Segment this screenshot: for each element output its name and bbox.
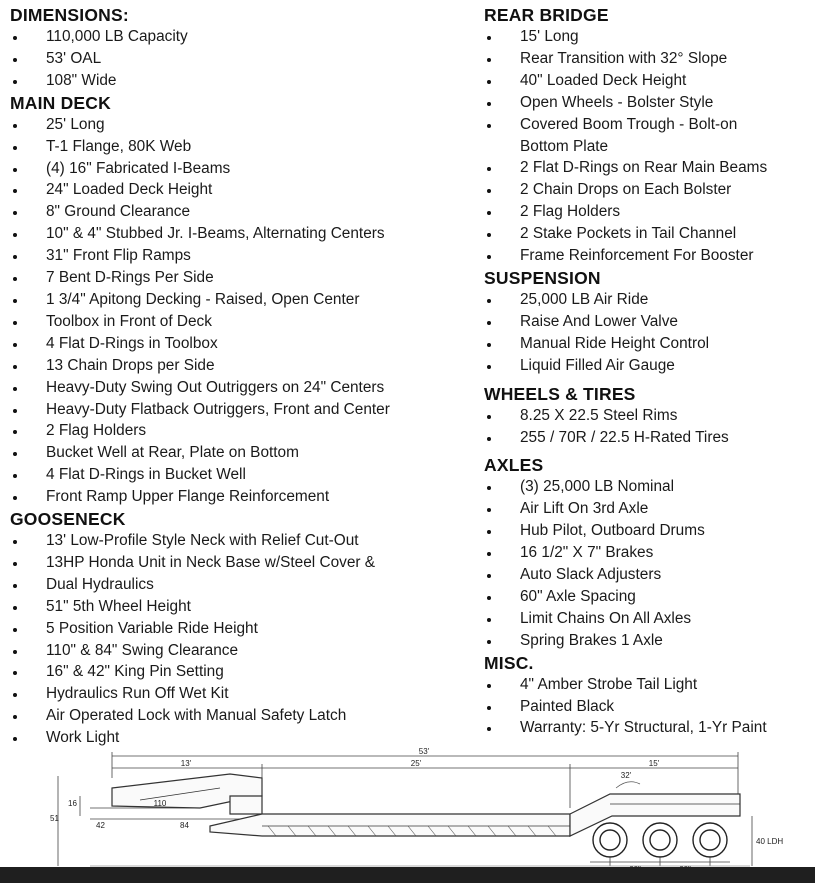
list-item: (3) 25,000 LB Nominal bbox=[484, 476, 815, 498]
list-item: 2 Chain Drops on Each Bolster bbox=[484, 179, 815, 201]
misc-list bbox=[484, 674, 815, 740]
swing-84-label: 84 bbox=[180, 821, 189, 830]
trailer-diagram bbox=[50, 747, 784, 873]
list-item: Heavy-Duty Flatback Outriggers, Front and Center bbox=[10, 399, 470, 421]
list-item: Raise And Lower Valve bbox=[484, 311, 815, 333]
list-item: 53' OAL bbox=[10, 48, 470, 70]
list-item: 4 Flat D-Rings in Toolbox bbox=[10, 333, 470, 355]
list-item: 16" & 42" King Pin Setting bbox=[10, 661, 470, 683]
loaded-deck-height-label: 40 LDH bbox=[756, 837, 784, 846]
footer-bar bbox=[0, 867, 815, 883]
list-item: 31" Front Flip Ramps bbox=[10, 245, 470, 267]
list-item: Limit Chains On All Axles bbox=[484, 608, 815, 630]
list-item: Painted Black bbox=[484, 696, 815, 718]
list-item: 8.25 X 22.5 Steel Rims bbox=[484, 405, 815, 427]
list-item: Heavy-Duty Swing Out Outriggers on 24" Centers bbox=[10, 377, 470, 399]
wheel-hub bbox=[700, 830, 720, 850]
list-item: 40" Loaded Deck Height bbox=[484, 70, 815, 92]
list-item: 60" Axle Spacing bbox=[484, 586, 815, 608]
list-item: Bottom Plate bbox=[520, 137, 609, 155]
list-item: Rear Transition with 32° Slope bbox=[484, 48, 815, 70]
wheels bbox=[593, 823, 727, 857]
rear-bridge-heading: REAR BRIDGE bbox=[484, 5, 609, 25]
list-item: Open Wheels - Bolster Style bbox=[484, 92, 815, 114]
list-item: 25,000 LB Air Ride bbox=[484, 289, 815, 311]
dimensions-heading: DIMENSIONS: bbox=[10, 5, 129, 25]
slope-label: 32' bbox=[620, 771, 632, 780]
misc-heading: MISC. bbox=[484, 652, 534, 673]
list-item: 7 Bent D-Rings Per Side bbox=[10, 267, 470, 289]
list-item: Liquid Filled Air Gauge bbox=[484, 355, 815, 377]
list-item: Hub Pilot, Outboard Drums bbox=[484, 520, 815, 542]
list-item: 51" 5th Wheel Height bbox=[10, 596, 470, 618]
suspension-heading: SUSPENSION bbox=[484, 267, 601, 288]
list-item: 255 / 70R / 22.5 H-Rated Tires bbox=[484, 427, 815, 449]
list-item: 13HP Honda Unit in Neck Base w/Steel Cover & bbox=[10, 552, 470, 574]
list-item: 1 3/4" Apitong Decking - Raised, Open Center bbox=[10, 289, 470, 311]
list-item: 13 Chain Drops per Side bbox=[10, 355, 470, 377]
dimensions-list bbox=[10, 26, 470, 92]
wheels-tires-list bbox=[484, 405, 815, 449]
axles-heading: AXLES bbox=[484, 455, 544, 476]
list-item: T-1 Flange, 80K Web bbox=[10, 136, 470, 158]
list-item: 13' Low-Profile Style Neck with Relief Cut-Out bbox=[10, 530, 470, 552]
list-item: Auto Slack Adjusters bbox=[484, 564, 815, 586]
bridge-length-label: 15' bbox=[648, 759, 660, 768]
list-item: 10" & 4" Stubbed Jr. I-Beams, Alternating Centers bbox=[10, 223, 470, 245]
list-item: Manual Ride Height Control bbox=[484, 333, 815, 355]
list-item: Hydraulics Run Off Wet Kit bbox=[10, 683, 470, 705]
left-column bbox=[10, 4, 470, 749]
main-deck-shape bbox=[210, 814, 570, 836]
list-item: Toolbox in Front of Deck bbox=[10, 311, 470, 333]
wheel-hub bbox=[600, 830, 620, 850]
kingpin-label: 16 bbox=[68, 799, 77, 808]
list-item: 4 Flat D-Rings in Bucket Well bbox=[10, 464, 470, 486]
wheel-hub bbox=[650, 830, 670, 850]
list-item: 25' Long bbox=[10, 114, 470, 136]
list-item: 8" Ground Clearance bbox=[10, 201, 470, 223]
list-item: 2 Flat D-Rings on Rear Main Beams bbox=[484, 157, 815, 179]
list-item: 16 1/2" X 7" Brakes bbox=[484, 542, 815, 564]
list-item: Frame Reinforcement For Booster bbox=[484, 245, 815, 267]
wheels-tires-heading: WHEELS & TIRES bbox=[484, 383, 636, 404]
list-item: 2 Flag Holders bbox=[484, 201, 815, 223]
right-column bbox=[484, 4, 815, 739]
slope-arc bbox=[616, 782, 640, 788]
overall-length-label: 53' bbox=[418, 747, 430, 756]
list-item: 2 Flag Holders bbox=[10, 420, 470, 442]
list-item: Work Light bbox=[10, 727, 470, 749]
list-item: 15' Long bbox=[484, 26, 815, 48]
list-item: Air Lift On 3rd Axle bbox=[484, 498, 815, 520]
list-item: 24" Loaded Deck Height bbox=[10, 179, 470, 201]
list-item: Dual Hydraulics bbox=[10, 574, 470, 596]
deck-length-label: 25' bbox=[410, 759, 422, 768]
rear-bridge-list bbox=[484, 26, 815, 267]
list-item: Front Ramp Upper Flange Reinforcement bbox=[10, 486, 470, 508]
gooseneck-heading: GOOSENECK bbox=[10, 509, 126, 530]
axles-list bbox=[484, 476, 815, 651]
list-item: 2 Stake Pockets in Tail Channel bbox=[484, 223, 815, 245]
list-item: 4" Amber Strobe Tail Light bbox=[484, 674, 815, 696]
swing-110-label: 110 bbox=[153, 799, 167, 808]
list-item: 108" Wide bbox=[10, 70, 470, 92]
list-item: 110" & 84" Swing Clearance bbox=[10, 640, 470, 662]
gooseneck-list bbox=[10, 530, 470, 749]
list-item: Air Operated Lock with Manual Safety Latch bbox=[10, 705, 470, 727]
list-item: Covered Boom Trough - Bolt-on bbox=[484, 114, 815, 136]
fifth-wheel-height-label: 51 bbox=[50, 814, 59, 823]
list-item: Bucket Well at Rear, Plate on Bottom bbox=[10, 442, 470, 464]
list-item: Warranty: 5-Yr Structural, 1-Yr Paint bbox=[484, 717, 815, 739]
main-deck-heading: MAIN DECK bbox=[10, 92, 111, 113]
kingpin-42-label: 42 bbox=[96, 821, 105, 830]
list-item: Spring Brakes 1 Axle bbox=[484, 630, 815, 652]
list-item: (4) 16" Fabricated I-Beams bbox=[10, 158, 470, 180]
neck-length-label: 13' bbox=[180, 759, 192, 768]
list-item: 110,000 LB Capacity bbox=[10, 26, 470, 48]
main-deck-list bbox=[10, 114, 470, 508]
list-item: 5 Position Variable Ride Height bbox=[10, 618, 470, 640]
suspension-list bbox=[484, 289, 815, 377]
